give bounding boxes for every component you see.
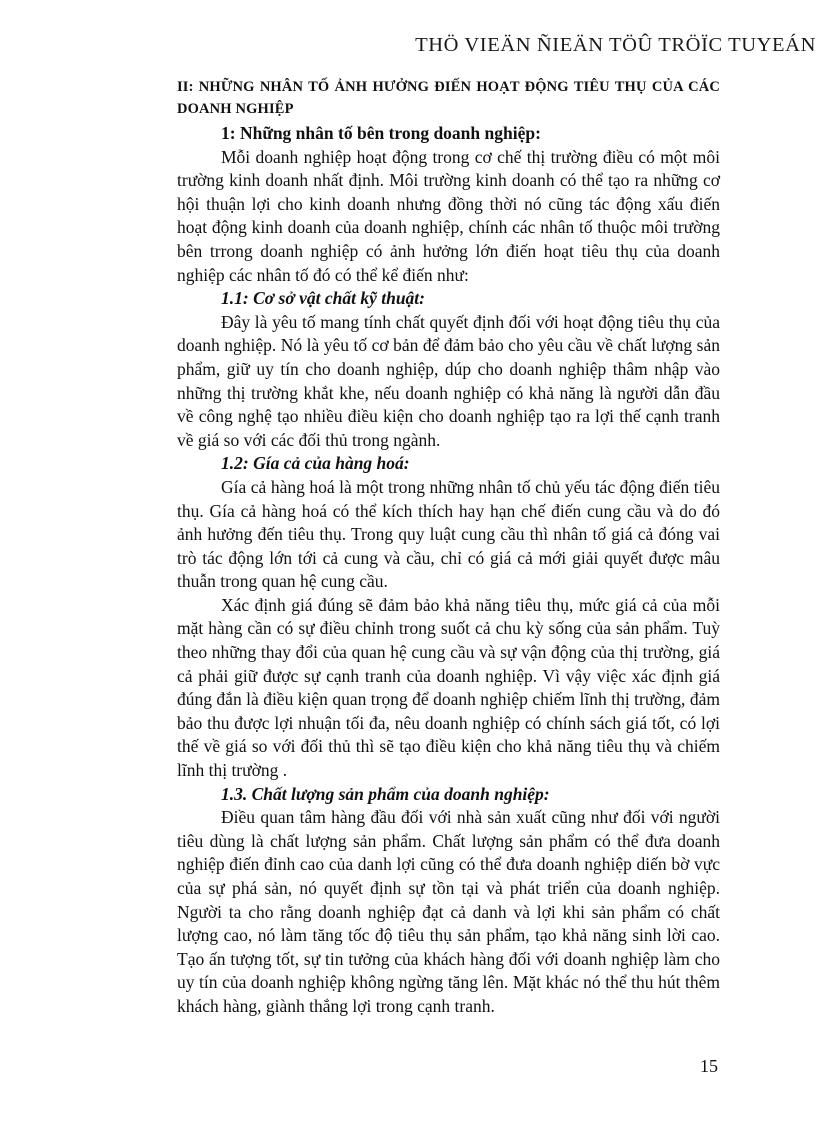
- paragraph-quality: Điều quan tâm hàng đầu đối với nhà sản xuất cũng như đối với người tiêu dùng là chất lượng sản phẩm. Chất lượng sản phẩm có thể đưa doanh nghiệp điến đỉnh cao của danh lợi cũng có thể đưa doanh nghiệp diến bờ vực của sự phá sản, nó quyết định sự tồn tại và phát triển của doanh nghiệp. Người ta cho rằng doanh nghiệp đạt cả danh và lợi khi sản phẩm có chất lượng cao, nó làm tăng tốc độ tiêu thụ sản phẩm, tạo khả năng sinh lời cao. Tạo ấn tượng tốt, sự tin tưởng của khách hàng đối với doanh nghiệp làm cho uy tín của doanh nghiệp không ngừng tăng lên. Mặt khác nó thể thu hút thêm khách hàng, giành thắng lợi trong cạnh tranh.: [177, 807, 720, 1016]
- subheading-facilities: 1.1: Cơ sở vật chất kỹ thuật:: [221, 288, 425, 309]
- subheading-price: 1.2: Gía cả của hàng hoá:: [221, 453, 410, 474]
- paragraph-facilities: Đây là yêu tố mang tính chất quyết định đối với hoạt động tiêu thụ của doanh nghiệp. Nó là yêu tố cơ bản để đảm bảo cho yêu cầu về chất lượng sản phẩm, giữ uy tín cho doanh nghiệp, dúp cho doanh nghiệp thâm nhập vào những thị trường khắt khe, nếu doanh nghiệp có khả năng là người dẫn đầu về công nghệ tạo nhiều điều kiện cho doanh nghiệp tạo ra lợi thế cạnh tranh về giá so với các đối thủ trong ngành.: [177, 311, 720, 450]
- section-title: II: NHỮNG NHÂN TỐ ẢNH HƯỞNG ĐIẾN HOẠT ĐỘNG TIÊU THỤ CỦA CÁC DOANH NGHIỆP: [177, 79, 720, 117]
- subheading-quality: 1.3. Chất lượng sản phẩm của doanh nghiệp:: [221, 783, 550, 804]
- heading-internal-factors: 1: Những nhân tố bên trong doanh nghiệp:: [221, 123, 541, 143]
- running-header: THÖ VIEÄN ÑIEÄN TÖÛ TRÖÏC TUYEÁN: [415, 34, 816, 56]
- page-body: [177, 76, 720, 1019]
- paragraph-intro: Mỗi doanh nghiệp hoạt động trong cơ chế thị trường điều có một môi trường kinh doanh nhất định. Môi trường kinh doanh có thể tạo ra những cơ hội thuận lợi cho kinh doanh nhưng đồng thời nó cũng tác động xấu điến hoạt động kinh doanh của doanh nghiệp, chính các nhân tố thuộc môi trường bên trrong doanh nghiệp có ảnh hưởng lớn điến hoạt tiêu thụ của doanh nghiệp các nhân tố đó có thể kể điến như:: [177, 146, 720, 285]
- paragraph-price-1: Gía cả hàng hoá là một trong những nhân tố chủ yếu tác động điến tiêu thụ. Gía cả hàng hoá có thể kích thích hay hạn chế điến cung cầu và do đó ảnh hưởng đến tiêu thụ. Trong quy luật cung cầu thì nhân tố giá cả đóng vai trò tác động lớn tới cả cung và cầu, chỉ có giá cả mới giải quyết được mâu thuẫn trong quan hệ cung cầu.: [177, 476, 720, 592]
- page-number: 15: [700, 1056, 718, 1076]
- paragraph-price-2: Xác định giá đúng sẽ đảm bảo khả năng tiêu thụ, mức giá cả của mỗi mặt hàng cần có sự điều chỉnh trong suốt cả chu kỳ sống của sản phẩm. Tuỳ theo những thay đổi của quan hệ cung cầu và sự vận động của thị trường, giá cả phải giữ được sự cạnh tranh của doanh nghiệp. Vì vậy việc xác định giá đúng đắn là điều kiện quan trọng để doanh nghiệp chiếm lĩnh thị trường, đảm bảo thu được lợi nhuận tối đa, nêu doanh nghiệp có chính sách giá tốt, có lợi thế về giá so với đối thủ thì sẽ tạo điều kiện cho khả năng tiêu thụ và chiếm lĩnh thị trường .: [177, 594, 720, 781]
